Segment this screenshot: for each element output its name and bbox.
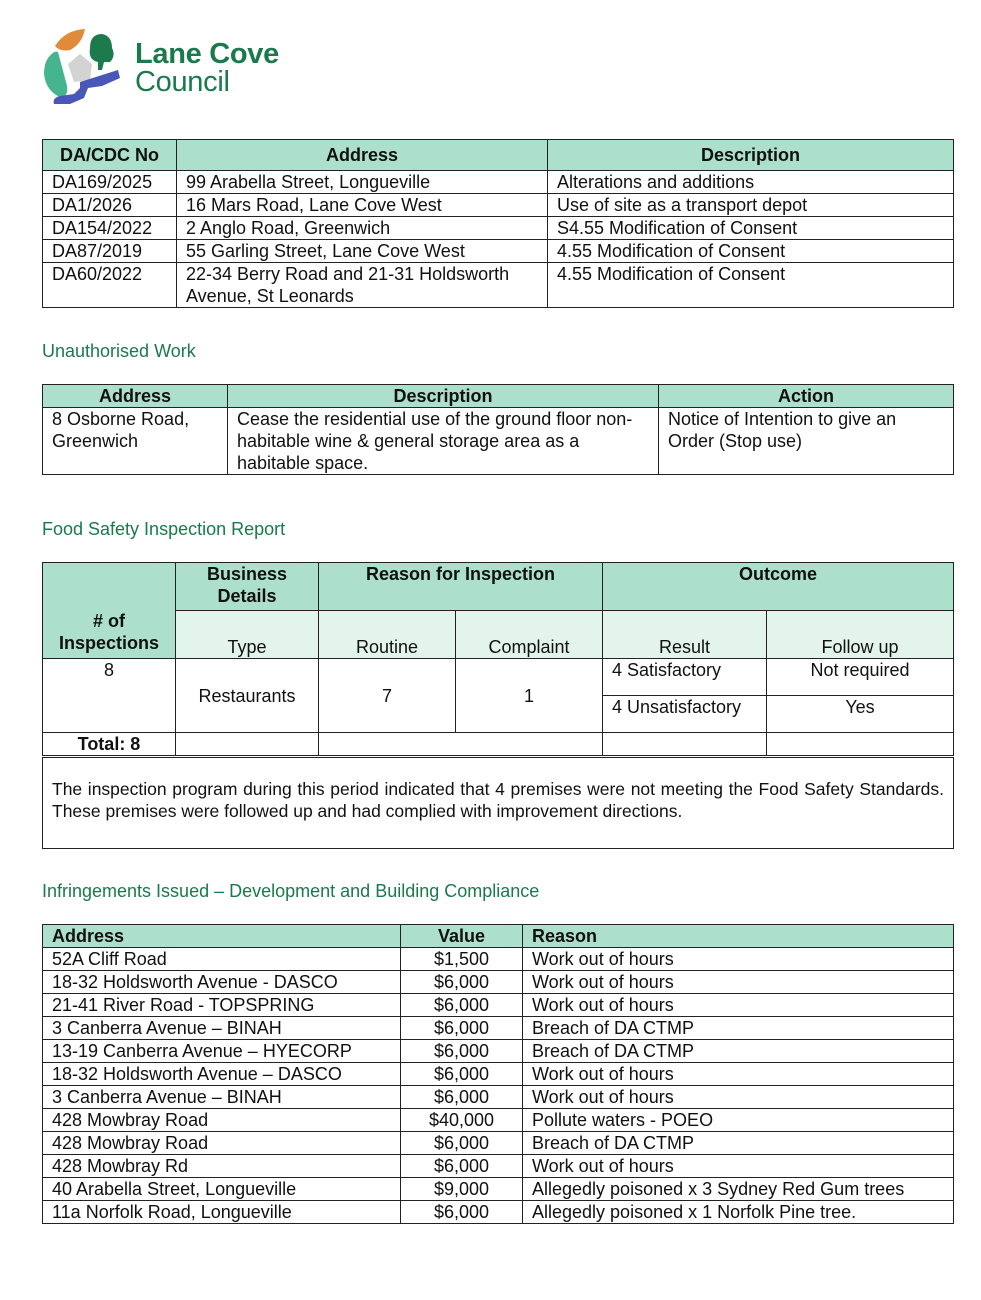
infringement-value: $6,000 xyxy=(401,1155,523,1178)
da-description: Use of site as a transport depot xyxy=(548,194,954,217)
table-row xyxy=(43,240,954,263)
infringement-address: 3 Canberra Avenue – BINAH xyxy=(43,1017,401,1040)
infringement-address: 428 Mowbray Rd xyxy=(43,1155,401,1178)
unauth-address: 8 Osborne Road, Greenwich xyxy=(43,408,228,475)
infringement-reason: Work out of hours xyxy=(523,1086,954,1109)
col-header-address: Address xyxy=(43,385,228,408)
followup-satisfactory: Not required xyxy=(767,659,954,696)
infringements-table xyxy=(42,924,954,1224)
col-header-follow-up: Follow up xyxy=(767,611,954,659)
da-address: 2 Anglo Road, Greenwich xyxy=(177,217,548,240)
infringement-value: $40,000 xyxy=(401,1109,523,1132)
table-row xyxy=(43,217,954,240)
section-title-unauthorised: Unauthorised Work xyxy=(42,341,196,361)
da-no: DA60/2022 xyxy=(43,263,177,308)
total-empty xyxy=(176,733,319,756)
da-description: 4.55 Modification of Consent xyxy=(548,240,954,263)
table-row xyxy=(43,1040,954,1063)
table-row xyxy=(43,1109,954,1132)
infringement-address: 3 Canberra Avenue – BINAH xyxy=(43,1086,401,1109)
infringement-value: $6,000 xyxy=(401,1132,523,1155)
infringement-value: $6,000 xyxy=(401,994,523,1017)
inspection-count: 8 xyxy=(43,659,176,733)
result-satisfactory: 4 Satisfactory xyxy=(603,659,767,696)
da-table xyxy=(42,139,954,308)
infringement-address: 18-32 Holdsworth Avenue - DASCO xyxy=(43,971,401,994)
section-title-infringements: Infringements Issued – Development and Building Compliance xyxy=(42,881,540,901)
infringement-value: $1,500 xyxy=(401,948,523,971)
col-header-business-details: Business Details xyxy=(176,563,319,611)
col-header-da-no: DA/CDC No xyxy=(43,140,177,171)
infringement-value: $6,000 xyxy=(401,1201,523,1224)
infringement-reason: Allegedly poisoned x 3 Sydney Red Gum trees xyxy=(523,1178,954,1201)
infringement-reason: Pollute waters - POEO xyxy=(523,1109,954,1132)
col-header-description: Description xyxy=(548,140,954,171)
infringement-reason: Allegedly poisoned x 1 Norfolk Pine tree. xyxy=(523,1201,954,1224)
col-header-routine: Routine xyxy=(319,611,456,659)
council-emblem-icon xyxy=(40,26,130,110)
infringement-address: 40 Arabella Street, Longueville xyxy=(43,1178,401,1201)
table-row xyxy=(43,1063,954,1086)
table-row xyxy=(43,1155,954,1178)
total-empty xyxy=(319,733,603,756)
infringement-value: $9,000 xyxy=(401,1178,523,1201)
infringement-reason: Work out of hours xyxy=(523,971,954,994)
col-header-outcome: Outcome xyxy=(603,563,954,611)
food-safety-note: The inspection program during this period indicated that 4 premises were not meeting the Food Safety Standards. These premises were followed up and had complied with improvement directions. xyxy=(42,757,954,849)
col-header-address: Address xyxy=(43,925,401,948)
col-header-reason: Reason xyxy=(523,925,954,948)
infringement-value: $6,000 xyxy=(401,1086,523,1109)
col-header-value: Value xyxy=(401,925,523,948)
council-logo xyxy=(40,26,290,110)
logo-line-2: Council xyxy=(135,66,230,98)
unauthorised-table xyxy=(42,384,954,475)
complaint-count: 1 xyxy=(456,659,603,733)
infringement-reason: Breach of DA CTMP xyxy=(523,1040,954,1063)
da-address: 16 Mars Road, Lane Cove West xyxy=(177,194,548,217)
infringement-address: 52A Cliff Road xyxy=(43,948,401,971)
col-header-address: Address xyxy=(177,140,548,171)
infringement-address: 13-19 Canberra Avenue – HYECORP xyxy=(43,1040,401,1063)
result-unsatisfactory: 4 Unsatisfactory xyxy=(603,696,767,733)
infringement-value: $6,000 xyxy=(401,1063,523,1086)
business-type: Restaurants xyxy=(176,659,319,733)
infringement-address: 11a Norfolk Road, Longueville xyxy=(43,1201,401,1224)
unauth-action: Notice of Intention to give an Order (Stop use) xyxy=(659,408,954,475)
col-header-inspections: # of Inspections xyxy=(43,563,176,659)
col-header-type: Type xyxy=(176,611,319,659)
infringement-address: 428 Mowbray Road xyxy=(43,1109,401,1132)
table-row xyxy=(43,1132,954,1155)
table-row xyxy=(43,971,954,994)
da-description: S4.55 Modification of Consent xyxy=(548,217,954,240)
infringement-value: $6,000 xyxy=(401,1040,523,1063)
infringement-value: $6,000 xyxy=(401,971,523,994)
unauth-description: Cease the residential use of the ground floor non-habitable wine & general storage area as a habitable space. xyxy=(228,408,659,475)
table-row xyxy=(43,194,954,217)
infringement-reason: Breach of DA CTMP xyxy=(523,1132,954,1155)
da-no: DA87/2019 xyxy=(43,240,177,263)
total-inspections: Total: 8 xyxy=(43,733,176,756)
table-row xyxy=(43,948,954,971)
da-address: 22-34 Berry Road and 21-31 Holdsworth Avenue, St Leonards xyxy=(177,263,548,308)
infringement-value: $6,000 xyxy=(401,1017,523,1040)
da-description: 4.55 Modification of Consent xyxy=(548,263,954,308)
da-description: Alterations and additions xyxy=(548,171,954,194)
infringement-reason: Work out of hours xyxy=(523,948,954,971)
routine-count: 7 xyxy=(319,659,456,733)
table-row xyxy=(43,1178,954,1201)
logo-line-1: Lane Cove xyxy=(135,38,279,70)
da-address: 55 Garling Street, Lane Cove West xyxy=(177,240,548,263)
infringement-reason: Work out of hours xyxy=(523,1155,954,1178)
table-row xyxy=(43,263,954,308)
food-safety-table xyxy=(42,562,954,756)
table-row xyxy=(43,408,954,475)
table-row xyxy=(43,994,954,1017)
infringement-reason: Work out of hours xyxy=(523,994,954,1017)
section-title-food-safety: Food Safety Inspection Report xyxy=(42,519,286,539)
table-row xyxy=(43,1201,954,1224)
da-no: DA154/2022 xyxy=(43,217,177,240)
total-empty xyxy=(767,733,954,756)
total-empty xyxy=(603,733,767,756)
infringement-address: 428 Mowbray Road xyxy=(43,1132,401,1155)
infringement-address: 21-41 River Road - TOPSPRING xyxy=(43,994,401,1017)
col-header-complaint: Complaint xyxy=(456,611,603,659)
da-no: DA169/2025 xyxy=(43,171,177,194)
table-row xyxy=(43,1017,954,1040)
followup-unsatisfactory: Yes xyxy=(767,696,954,733)
da-no: DA1/2026 xyxy=(43,194,177,217)
da-address: 99 Arabella Street, Longueville xyxy=(177,171,548,194)
infringement-address: 18-32 Holdsworth Avenue – DASCO xyxy=(43,1063,401,1086)
table-row xyxy=(43,171,954,194)
col-header-action: Action xyxy=(659,385,954,408)
col-header-reason: Reason for Inspection xyxy=(319,563,603,611)
table-row xyxy=(43,1086,954,1109)
col-header-description: Description xyxy=(228,385,659,408)
col-header-result: Result xyxy=(603,611,767,659)
infringement-reason: Breach of DA CTMP xyxy=(523,1017,954,1040)
infringement-reason: Work out of hours xyxy=(523,1063,954,1086)
